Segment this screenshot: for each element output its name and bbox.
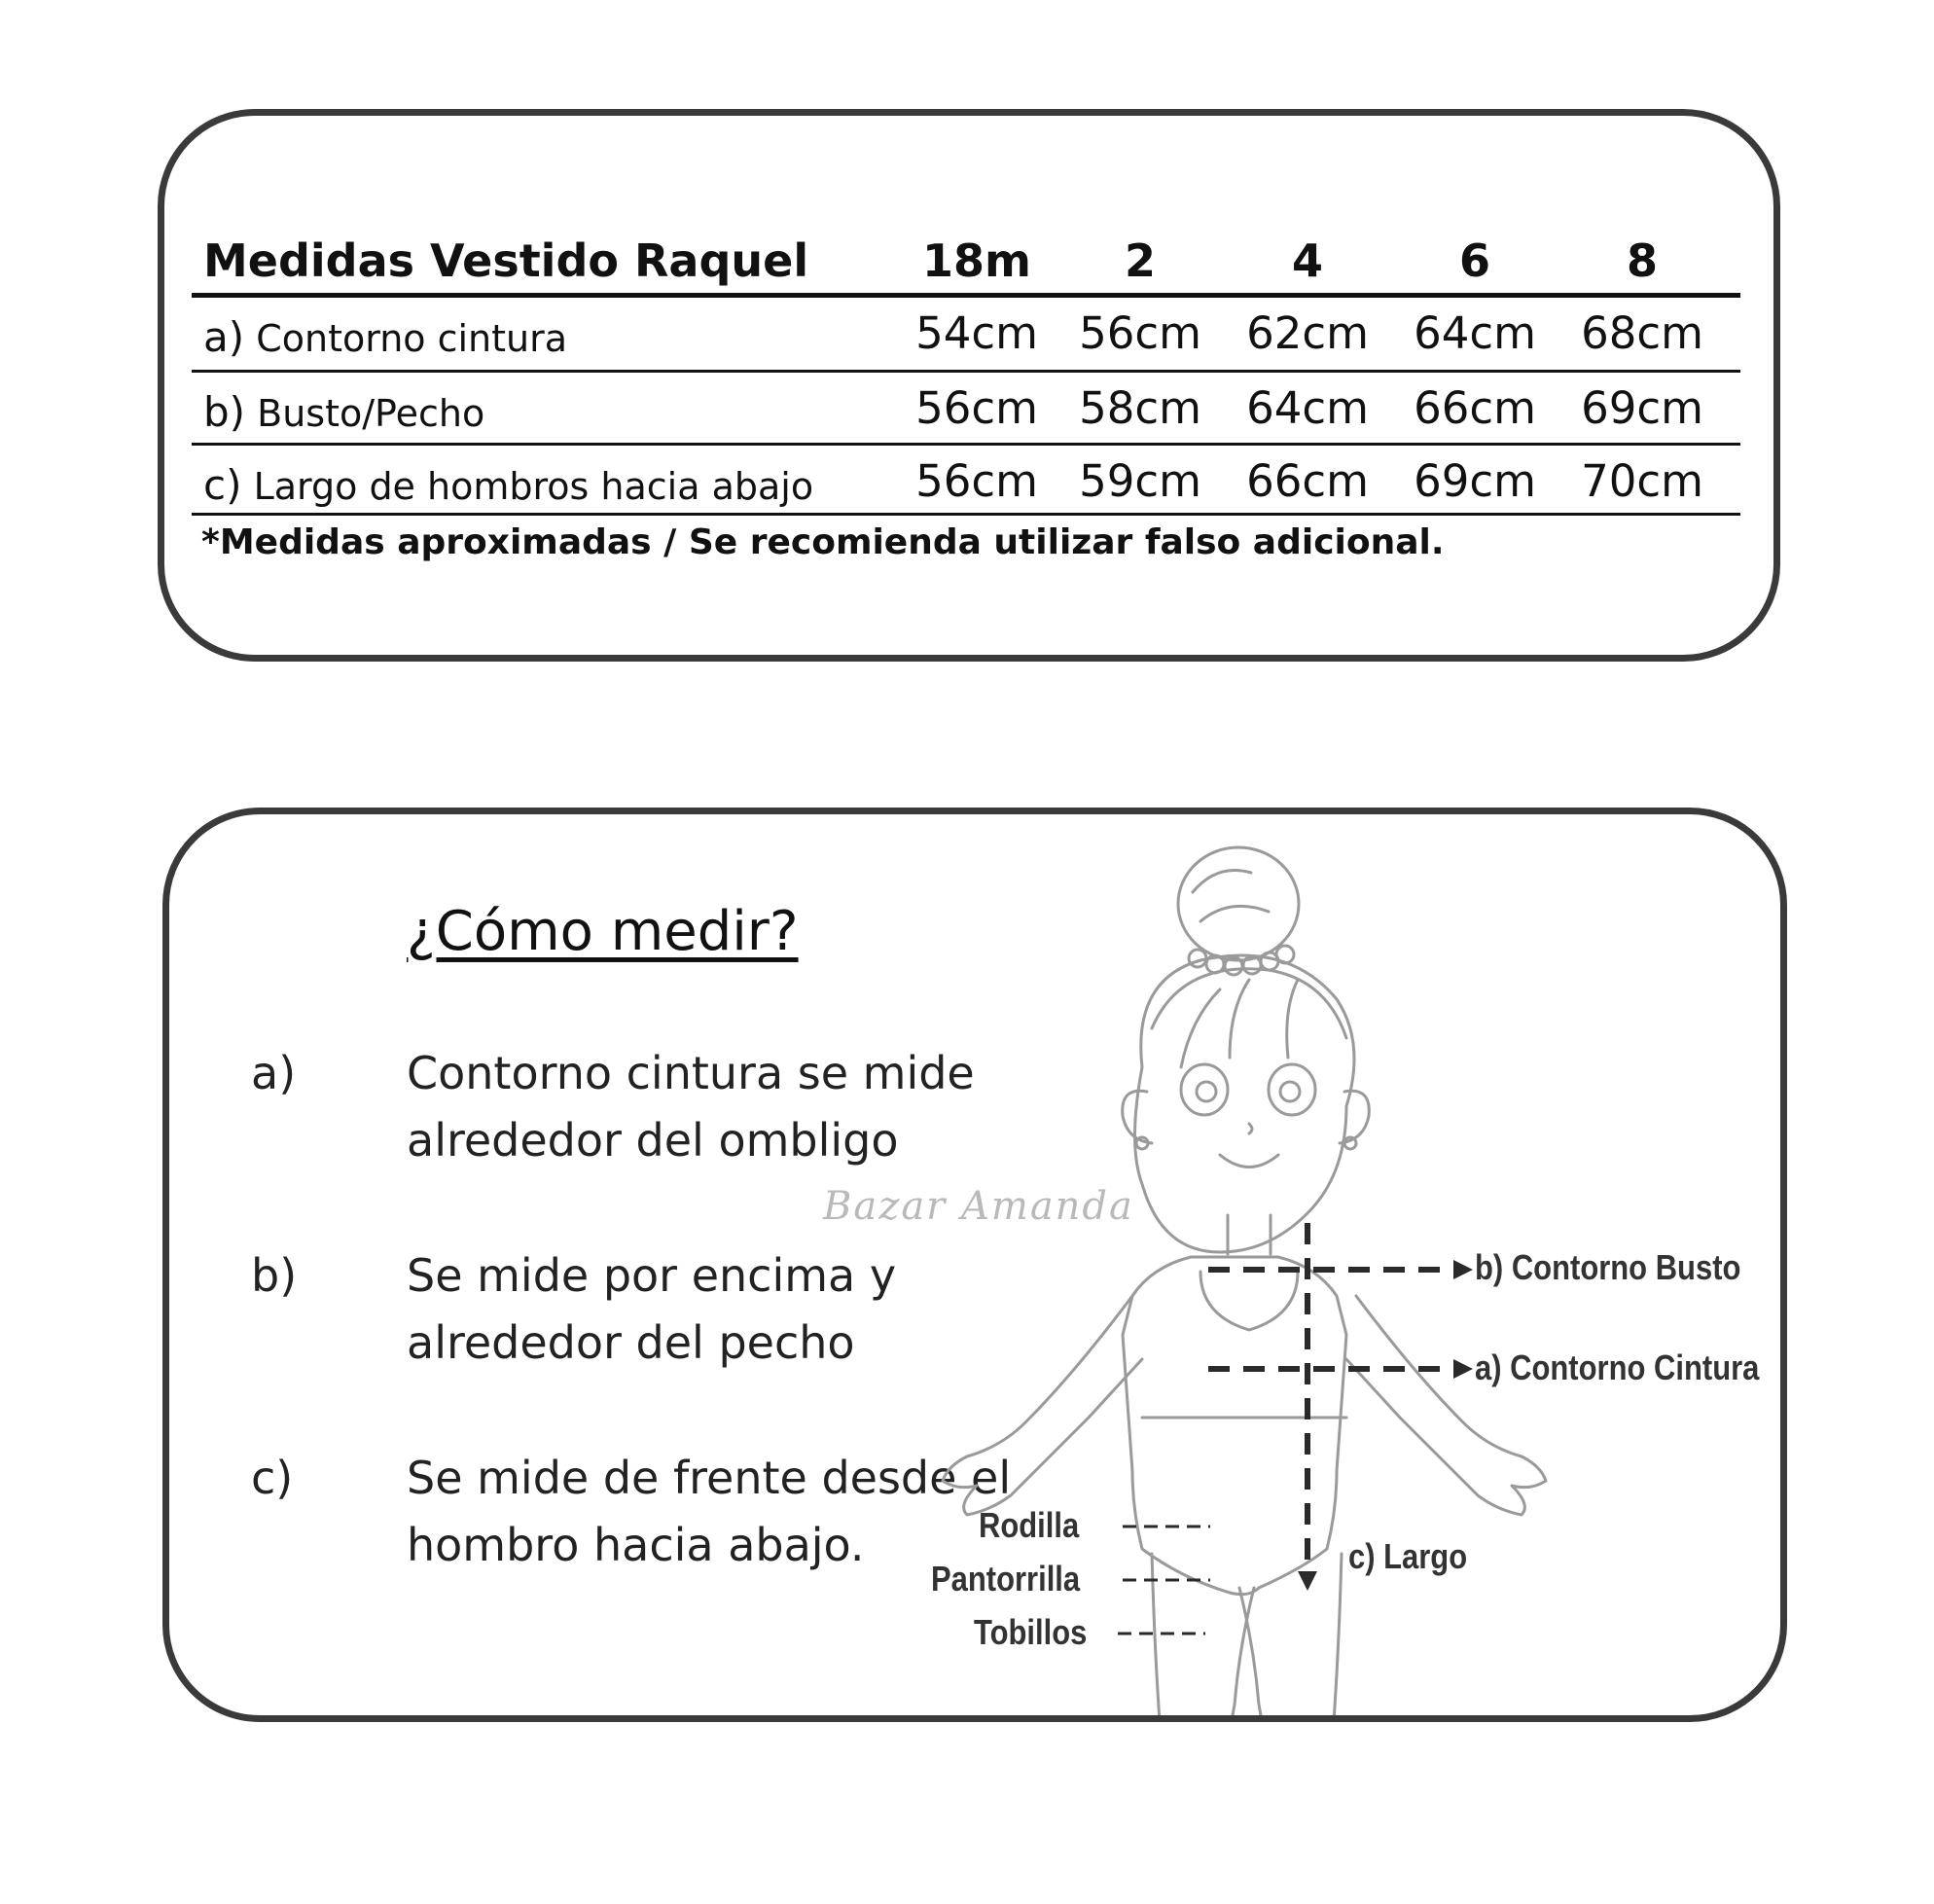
row-label bbox=[203, 313, 567, 361]
instruction-text: Se mide de frente desde el hombro hacia abajo. bbox=[407, 1452, 1012, 1571]
table-row bbox=[192, 446, 1740, 518]
table-cell: 62cm bbox=[1246, 307, 1369, 359]
row-label-text: Busto/Pecho bbox=[257, 392, 485, 435]
calf-label: Pantorrilla bbox=[931, 1559, 1081, 1599]
table-row bbox=[192, 298, 1740, 370]
row-letter: b) bbox=[203, 388, 246, 436]
instruction-text: Contorno cintura se mide alrededor del ombligo bbox=[407, 1047, 975, 1167]
table-header-row bbox=[192, 231, 1740, 293]
table-cell: 64cm bbox=[1246, 382, 1369, 434]
row-label bbox=[203, 461, 813, 509]
table-cell: 59cm bbox=[1079, 455, 1201, 507]
instruction-marker: a) bbox=[251, 1047, 297, 1099]
table-cell: 58cm bbox=[1079, 382, 1201, 434]
table-cell: 68cm bbox=[1581, 307, 1703, 359]
bust-label: b) Contorno Busto bbox=[1475, 1247, 1741, 1287]
leg-marker-lines bbox=[1118, 1527, 1210, 1634]
guide-title: ¿Cómo medir? bbox=[407, 900, 799, 963]
instruction-text: Se mide por encima y alrededor del pecho bbox=[407, 1249, 897, 1369]
knee-label: Rodilla bbox=[979, 1505, 1080, 1545]
how-to-measure-card bbox=[162, 808, 1787, 1722]
size-table bbox=[192, 231, 1740, 518]
row-letter: a) bbox=[203, 313, 245, 361]
watermark: Bazar Amanda bbox=[823, 1184, 1134, 1229]
table-cell: 54cm bbox=[915, 307, 1038, 359]
table-cell: 69cm bbox=[1581, 382, 1703, 434]
size-header: 6 bbox=[1458, 234, 1490, 287]
table-cell: 64cm bbox=[1414, 307, 1536, 359]
row-letter: c) bbox=[203, 461, 242, 509]
row-divider bbox=[192, 513, 1740, 516]
table-cell: 56cm bbox=[915, 455, 1038, 507]
measurement-note: *Medidas aproximadas / Se recomienda utilizar falso adicional. bbox=[201, 522, 1445, 562]
length-arrowhead bbox=[1298, 1571, 1317, 1591]
length-label: c) Largo bbox=[1348, 1536, 1468, 1576]
waist-label: a) Contorno Cintura bbox=[1475, 1347, 1760, 1387]
table-cell: 70cm bbox=[1581, 455, 1703, 507]
table-title: Medidas Vestido Raquel bbox=[203, 234, 809, 287]
bust-arrowhead bbox=[1453, 1260, 1473, 1279]
size-header: 18m bbox=[922, 234, 1031, 287]
size-header: 2 bbox=[1124, 234, 1156, 287]
waist-arrowhead bbox=[1453, 1359, 1473, 1379]
table-cell: 69cm bbox=[1414, 455, 1536, 507]
instruction-marker: b) bbox=[251, 1249, 298, 1302]
measurement-lines bbox=[1208, 1223, 1453, 1571]
table-cell: 56cm bbox=[915, 382, 1038, 434]
instruction-marker: c) bbox=[251, 1452, 294, 1504]
table-cell: 66cm bbox=[1414, 382, 1536, 434]
row-label-text: Largo de hombros hacia abajo bbox=[253, 465, 814, 508]
ankles-label: Tobillos bbox=[974, 1612, 1088, 1652]
size-header: 4 bbox=[1291, 234, 1323, 287]
row-label-text: Contorno cintura bbox=[256, 317, 568, 360]
size-header: 8 bbox=[1626, 234, 1658, 287]
row-label bbox=[203, 388, 484, 436]
table-row bbox=[192, 373, 1740, 445]
size-table-card bbox=[158, 109, 1780, 662]
table-cell: 66cm bbox=[1246, 455, 1369, 507]
table-cell: 56cm bbox=[1079, 307, 1201, 359]
